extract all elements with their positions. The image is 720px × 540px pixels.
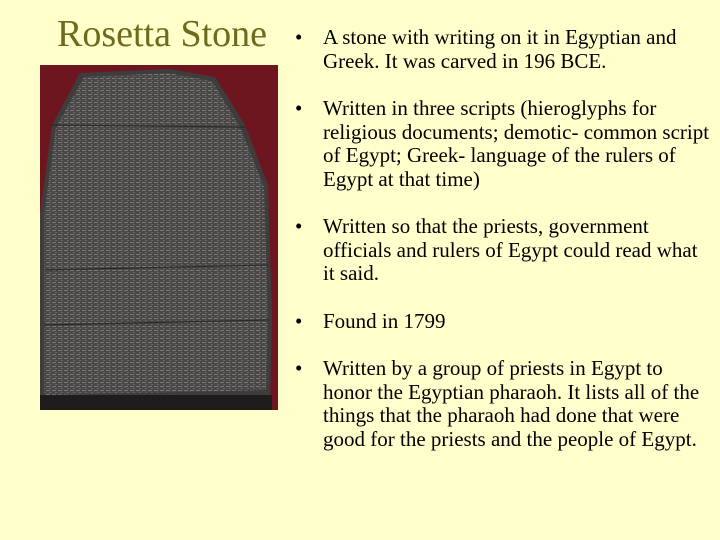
bullet-item	[293, 26, 713, 73]
bullet-text: Written so that the priests, government officials and rulers of Egypt could read what it said.	[323, 214, 698, 285]
bullet-text: Found in 1799	[323, 308, 446, 333]
bullet-text: Written in three scripts (hieroglyphs for religious documents; demotic- common script of Egypt; Greek- language of the rulers of Egypt at that time)	[323, 96, 710, 191]
bullet-text: A stone with writing on it in Egyptian and Greek. It was carved in 196 BCE.	[323, 25, 677, 73]
bullet-dot-icon: •	[295, 214, 303, 238]
bullet-list	[293, 26, 713, 475]
bullet-item	[293, 97, 713, 191]
bullet-item	[293, 215, 713, 286]
bullet-text: Written by a group of priests in Egypt to honor the Egyptian pharaoh. It lists all of the things that the pharaoh had done that were good for the priests and the people of Egypt.	[323, 356, 700, 451]
bullet-item	[293, 310, 713, 334]
rosetta-stone-photo	[40, 65, 278, 410]
rosetta-stone-image	[40, 65, 278, 410]
bullet-dot-icon: •	[295, 308, 303, 333]
bullet-item	[293, 357, 713, 451]
bullet-dot-icon: •	[295, 96, 303, 120]
bullet-dot-icon: •	[295, 25, 303, 49]
slide-title: Rosetta Stone	[57, 13, 268, 55]
bullet-dot-icon: •	[295, 356, 303, 380]
